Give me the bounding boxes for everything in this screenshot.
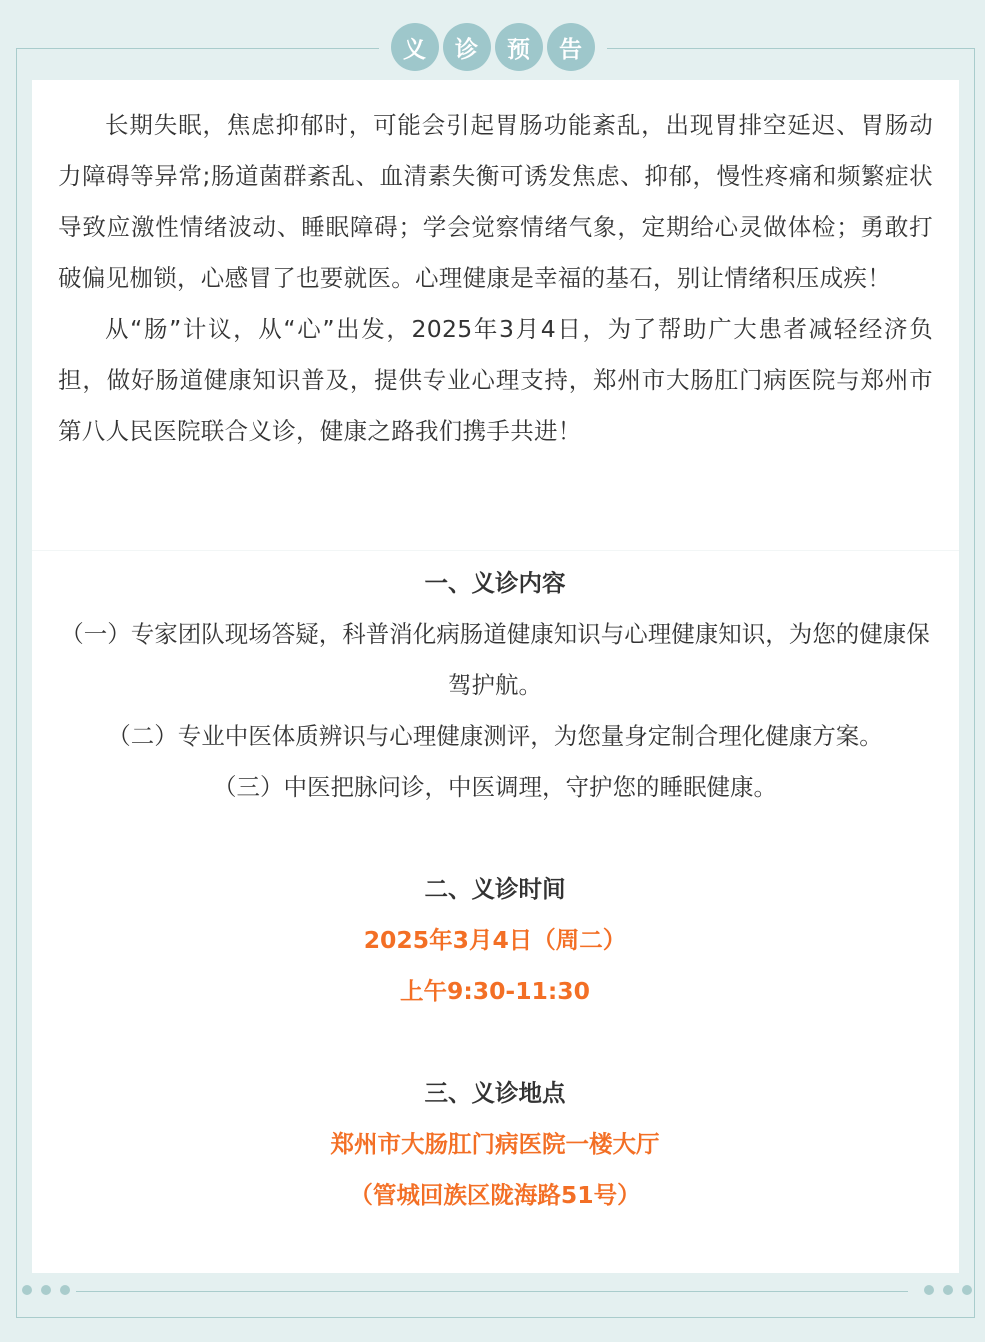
section-time <box>50 864 940 1017</box>
event-place: 郑州市大肠肛门病医院一楼大厅 <box>330 1130 660 1158</box>
decor-dots-left <box>22 1285 70 1295</box>
event-time: 上午9:30-11:30 <box>399 977 590 1005</box>
section-content <box>50 558 940 813</box>
intro-paragraph: 长期失眠，焦虑抑郁时，可能会引起胃肠功能紊乱，出现胃排空延迟、胃肠动力障碍等异常;肠道菌群紊乱、血清素失衡可诱发焦虑、抑郁，慢性疼痛和频繁症状导致应激性情绪波动、睡眠障碍；学会觉察情绪气象，定期给心灵做体检；勇敢打破偏见枷锁，心感冒了也要就医。心理健康是幸福的基石，别让情绪积压成疾！ <box>58 111 933 292</box>
title-char: 告 <box>547 23 595 71</box>
section-heading: 三、义诊地点 <box>424 1079 566 1107</box>
divider <box>32 550 959 551</box>
content-item: （三）中医把脉问诊，中医调理，守护您的睡眠健康。 <box>213 773 777 801</box>
decor-dots-right <box>924 1285 972 1295</box>
intro-text <box>58 100 933 457</box>
title-char: 诊 <box>443 23 491 71</box>
content-item: （二）专业中医体质辨识与心理健康测评，为您量身定制合理化健康方案。 <box>107 722 883 750</box>
event-address: （管城回族区陇海路51号） <box>349 1181 641 1209</box>
bottom-divider <box>76 1291 908 1292</box>
section-location <box>50 1068 940 1221</box>
section-heading: 一、义诊内容 <box>424 569 566 597</box>
title-banner <box>0 18 985 76</box>
section-heading: 二、义诊时间 <box>424 875 566 903</box>
title-char: 预 <box>495 23 543 71</box>
intro-paragraph: 从“肠”计议，从“心”出发，2025年3月4日，为了帮助广大患者减轻经济负担，做好肠道健康知识普及，提供专业心理支持，郑州市大肠肛门病医院与郑州市第八人民医院联合义诊，健康之路我们携手共进！ <box>58 315 933 445</box>
event-date: 2025年3月4日（周二） <box>363 926 627 954</box>
title-char: 义 <box>391 23 439 71</box>
content-item: （一）专家团队现场答疑，科普消化病肠道健康知识与心理健康知识，为您的健康保驾护航。 <box>60 620 930 699</box>
